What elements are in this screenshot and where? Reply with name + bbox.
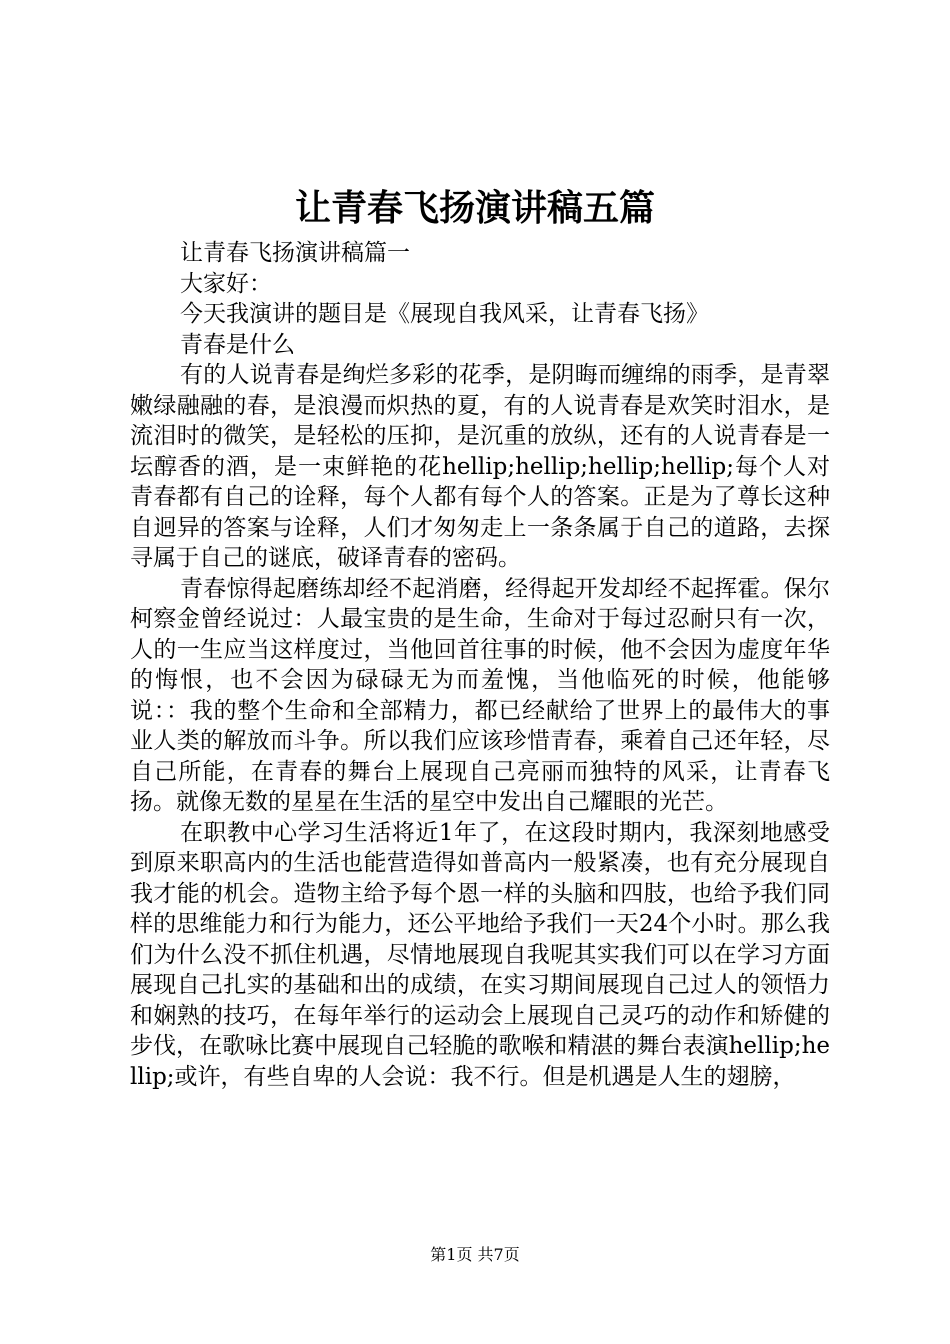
paragraph-section-heading: 让青春飞扬演讲稿篇一 — [180, 240, 410, 266]
page-number-footer: 第1页 共7页 — [430, 1245, 520, 1264]
paragraph-body: 青春惊得起磨练却经不起消磨，经得起开发却经不起挥霍。保尔柯察金曾经说过：人最宝贵的是生命，生命对于每过忍耐只有一次，人的一生应当这样度过，当他回首往事的时候，他不会因为虚度年华的悔恨，也不会因为碌碌无为而羞愧，当他临死的时候，他能够说：：我的整个生命和全部精力，都已经献给了世界上的最伟大的事业人类的解放而斗争。所以我们应该珍惜青春，乘着自己还年轻，尽自己所能，在青春的舞台上展现自己亮丽而独特的风采，让青春飞扬。就像无数的星星在生活的星空中发出自己耀眼的光芒。 — [130, 575, 830, 815]
paragraph-topic: 今天我演讲的题目是《展现自我风采，让青春飞扬》 — [180, 301, 709, 327]
document-body — [130, 238, 830, 1092]
paragraph-question: 青春是什么 — [180, 331, 295, 358]
document-title: 让青春飞扬演讲稿五篇 — [294, 187, 655, 229]
paragraph-greeting: 大家好： — [180, 270, 272, 297]
paragraph-body: 在职教中心学习生活将近1年了，在这段时期内，我深刻地感受到原来职高内的生活也能营造得如普高内一般紧凑，也有充分展现自我才能的机会。造物主给予每个恩一样的头脑和四肢，也给予我们同样的思维能力和行为能力，还公平地给予我们一天24个小时。那么我们为什么没不抓住机遇，尽情地展现自我呢其实我们可以在学习方面展现自己扎实的基础和出的成绩，在实习期间展现自己过人的领悟力和娴熟的技巧，在每年举行的运动会上展现自己灵巧的动作和矫健的步伐，在歌咏比赛中展现自己轻脆的歌喉和精湛的舞台表演hellip;hellip;或许，有些自卑的人会说：我不行。但是机遇是人生的翅膀， — [130, 819, 830, 1090]
paragraph-body: 有的人说青春是绚烂多彩的花季，是阴晦而缠绵的雨季，是青翠嫩绿融融的春，是浪漫而炽热的夏，有的人说青春是欢笑时泪水，是流泪时的微笑，是轻松的压抑，是沉重的放纵，还有的人说青春是一坛醇香的酒，是一束鲜艳的花hellip;hellip;hellip;hellip;每个人对青春都有自己的诠释，每个人都有每个人的答案。正是为了尊长这种自迥异的答案与诠释，人们才匆匆走上一条条属于自己的道路，去探寻属于自己的谜底，破译青春的密码。 — [130, 362, 830, 571]
